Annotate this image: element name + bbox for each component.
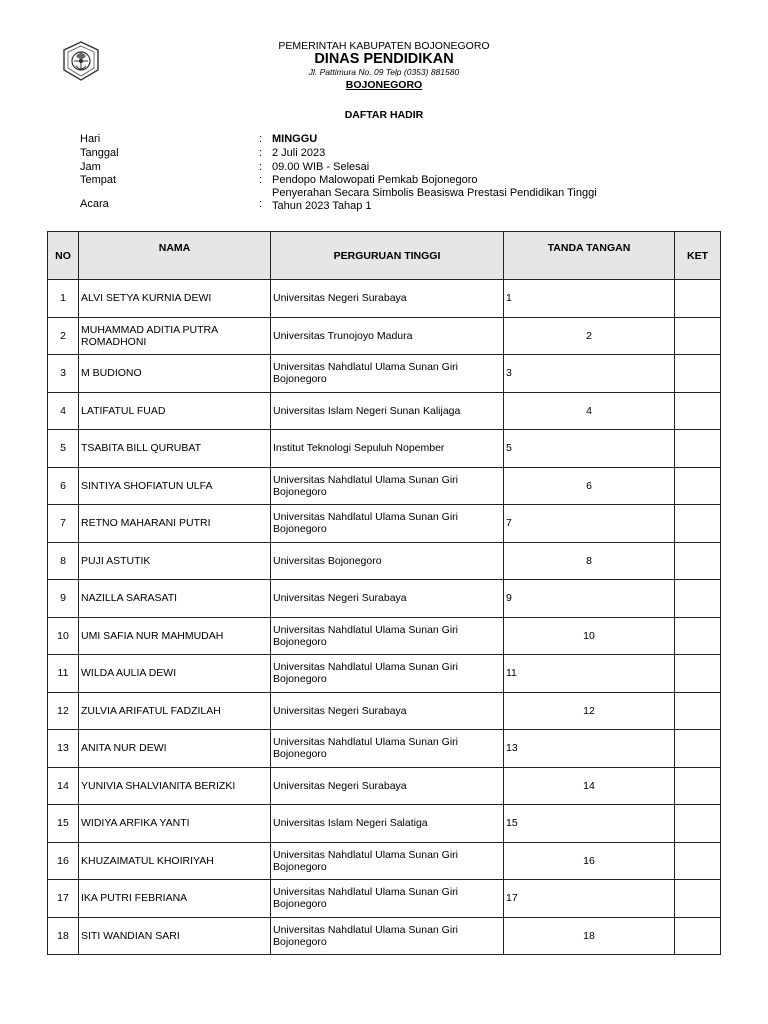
tanggal-value: 2 Juli 2023 xyxy=(272,147,326,159)
row-nama: MUHAMMAD ADITIA PUTRA ROMADHONI xyxy=(79,317,271,355)
tanggal-colon: : xyxy=(259,147,263,159)
acara-value-line1: Penyerahan Secara Simbolis Beasiswa Prestasi Pendidikan Tinggi xyxy=(272,187,597,199)
row-nama: WIDIYA ARFIKA YANTI xyxy=(79,805,271,843)
row-no: 8 xyxy=(48,542,79,580)
row-tanda-tangan: 1 xyxy=(504,280,675,318)
acara-value-line2: Tahun 2023 Tahap 1 xyxy=(272,200,372,212)
table-row xyxy=(48,655,721,693)
row-tanda-tangan: 9 xyxy=(504,580,675,618)
row-perguruan-tinggi: Universitas Nahdlatul Ulama Sunan Giri Bojonegoro xyxy=(271,617,504,655)
hari-label: Hari xyxy=(80,133,101,145)
row-tanda-tangan: 15 xyxy=(504,805,675,843)
row-nama: SITI WANDIAN SARI xyxy=(79,917,271,955)
table-row xyxy=(48,392,721,430)
table-row xyxy=(48,317,721,355)
row-tanda-tangan: 7 xyxy=(504,505,675,543)
row-perguruan-tinggi: Institut Teknologi Sepuluh Nopember xyxy=(271,430,504,468)
table-row xyxy=(48,917,721,955)
row-perguruan-tinggi: Universitas Nahdlatul Ulama Sunan Giri Bojonegoro xyxy=(271,880,504,918)
acara-label: Acara xyxy=(80,198,109,210)
row-nama: RETNO MAHARANI PUTRI xyxy=(79,505,271,543)
row-perguruan-tinggi: Universitas Bojonegoro xyxy=(271,542,504,580)
row-nama: TSABITA BILL QURUBAT xyxy=(79,430,271,468)
row-tanda-tangan: 12 xyxy=(504,692,675,730)
tanggal-label: Tanggal xyxy=(80,147,119,159)
row-perguruan-tinggi: Universitas Islam Negeri Salatiga xyxy=(271,805,504,843)
row-no: 18 xyxy=(48,917,79,955)
header-tanda-tangan: TANDA TANGAN xyxy=(504,232,675,280)
row-perguruan-tinggi: Universitas Nahdlatul Ulama Sunan Giri Bojonegoro xyxy=(271,730,504,768)
row-no: 17 xyxy=(48,880,79,918)
row-ket xyxy=(675,317,721,355)
row-ket xyxy=(675,580,721,618)
row-no: 12 xyxy=(48,692,79,730)
row-perguruan-tinggi: Universitas Nahdlatul Ulama Sunan Giri Bojonegoro xyxy=(271,917,504,955)
table-row xyxy=(48,692,721,730)
row-nama: M BUDIONO xyxy=(79,355,271,393)
kop-dinas: DINAS PENDIDIKAN xyxy=(314,51,454,67)
row-tanda-tangan: 13 xyxy=(504,730,675,768)
row-no: 5 xyxy=(48,430,79,468)
row-tanda-tangan: 3 xyxy=(504,355,675,393)
row-no: 4 xyxy=(48,392,79,430)
row-tanda-tangan: 8 xyxy=(504,542,675,580)
row-tanda-tangan: 2 xyxy=(504,317,675,355)
row-no: 2 xyxy=(48,317,79,355)
row-perguruan-tinggi: Universitas Nahdlatul Ulama Sunan Giri Bojonegoro xyxy=(271,355,504,393)
row-nama: SINTIYA SHOFIATUN ULFA xyxy=(79,467,271,505)
table-row xyxy=(48,767,721,805)
row-tanda-tangan: 10 xyxy=(504,617,675,655)
row-nama: YUNIVIA SHALVIANITA BERIZKI xyxy=(79,767,271,805)
row-perguruan-tinggi: Universitas Negeri Surabaya xyxy=(271,692,504,730)
document-title: DAFTAR HADIR xyxy=(344,109,424,121)
row-ket xyxy=(675,505,721,543)
acara-colon: : xyxy=(259,198,263,210)
table-row xyxy=(48,430,721,468)
row-no: 13 xyxy=(48,730,79,768)
row-tanda-tangan: 4 xyxy=(504,392,675,430)
header-nama: NAMA xyxy=(79,232,271,280)
row-ket xyxy=(675,280,721,318)
jam-colon: : xyxy=(259,161,263,173)
row-nama: WILDA AULIA DEWI xyxy=(79,655,271,693)
row-nama: LATIFATUL FUAD xyxy=(79,392,271,430)
row-perguruan-tinggi: Universitas Negeri Surabaya xyxy=(271,280,504,318)
row-nama: ANITA NUR DEWI xyxy=(79,730,271,768)
row-ket xyxy=(675,430,721,468)
header-ket: KET xyxy=(675,232,721,280)
tempat-value: Pendopo Malowopati Pemkab Bojonegoro xyxy=(272,174,478,186)
row-tanda-tangan: 11 xyxy=(504,655,675,693)
row-ket xyxy=(675,805,721,843)
table-row xyxy=(48,880,721,918)
row-nama: NAZILLA SARASATI xyxy=(79,580,271,618)
row-perguruan-tinggi: Universitas Negeri Surabaya xyxy=(271,580,504,618)
jam-value: 09.00 WIB - Selesai xyxy=(272,161,370,173)
row-ket xyxy=(675,842,721,880)
table-row xyxy=(48,542,721,580)
table-row xyxy=(48,355,721,393)
row-no: 6 xyxy=(48,467,79,505)
row-no: 9 xyxy=(48,580,79,618)
table-row xyxy=(48,805,721,843)
row-ket xyxy=(675,355,721,393)
row-nama: PUJI ASTUTIK xyxy=(79,542,271,580)
row-perguruan-tinggi: Universitas Nahdlatul Ulama Sunan Giri Bojonegoro xyxy=(271,505,504,543)
attendance-table xyxy=(47,231,721,955)
row-perguruan-tinggi: Universitas Nahdlatul Ulama Sunan Giri Bojonegoro xyxy=(271,655,504,693)
tempat-colon: : xyxy=(259,174,263,186)
row-nama: ALVI SETYA KURNIA DEWI xyxy=(79,280,271,318)
row-ket xyxy=(675,542,721,580)
row-perguruan-tinggi: Universitas Negeri Surabaya xyxy=(271,767,504,805)
table-row xyxy=(48,467,721,505)
table-header-row xyxy=(48,232,721,280)
kop-city: BOJONEGORO xyxy=(345,79,423,91)
row-perguruan-tinggi: Universitas Trunojoyo Madura xyxy=(271,317,504,355)
row-nama: ZULVIA ARIFATUL FADZILAH xyxy=(79,692,271,730)
row-tanda-tangan: 16 xyxy=(504,842,675,880)
table-row xyxy=(48,280,721,318)
header-no: NO xyxy=(48,232,79,280)
row-ket xyxy=(675,880,721,918)
row-tanda-tangan: 14 xyxy=(504,767,675,805)
row-no: 15 xyxy=(48,805,79,843)
row-nama: IKA PUTRI FEBRIANA xyxy=(79,880,271,918)
header-perguruan-tinggi: PERGURUAN TINGGI xyxy=(271,232,504,280)
row-no: 7 xyxy=(48,505,79,543)
row-ket xyxy=(675,392,721,430)
row-perguruan-tinggi: Universitas Nahdlatul Ulama Sunan Giri Bojonegoro xyxy=(271,842,504,880)
kop-pemerintah: PEMERINTAH KABUPATEN BOJONEGORO xyxy=(278,40,490,52)
row-perguruan-tinggi: Universitas Islam Negeri Sunan Kalijaga xyxy=(271,392,504,430)
row-no: 16 xyxy=(48,842,79,880)
row-tanda-tangan: 18 xyxy=(504,917,675,955)
row-nama: UMI SAFIA NUR MAHMUDAH xyxy=(79,617,271,655)
hari-colon: : xyxy=(259,133,263,145)
table-row xyxy=(48,730,721,768)
row-ket xyxy=(675,467,721,505)
row-no: 14 xyxy=(48,767,79,805)
row-tanda-tangan: 6 xyxy=(504,467,675,505)
row-ket xyxy=(675,917,721,955)
hari-value: MINGGU xyxy=(272,133,318,145)
row-ket xyxy=(675,767,721,805)
table-row xyxy=(48,842,721,880)
row-no: 10 xyxy=(48,617,79,655)
row-no: 3 xyxy=(48,355,79,393)
jam-label: Jam xyxy=(80,161,101,173)
row-tanda-tangan: 5 xyxy=(504,430,675,468)
row-no: 11 xyxy=(48,655,79,693)
kop-address: Jl. Pattimura No. 09 Telp (0353) 881580 xyxy=(308,67,460,77)
row-ket xyxy=(675,692,721,730)
row-no: 1 xyxy=(48,280,79,318)
row-nama: KHUZAIMATUL KHOIRIYAH xyxy=(79,842,271,880)
tempat-label: Tempat xyxy=(80,174,117,186)
row-tanda-tangan: 17 xyxy=(504,880,675,918)
row-ket xyxy=(675,617,721,655)
table-row xyxy=(48,580,721,618)
row-ket xyxy=(675,730,721,768)
table-row xyxy=(48,617,721,655)
row-perguruan-tinggi: Universitas Nahdlatul Ulama Sunan Giri Bojonegoro xyxy=(271,467,504,505)
row-ket xyxy=(675,655,721,693)
table-row xyxy=(48,505,721,543)
